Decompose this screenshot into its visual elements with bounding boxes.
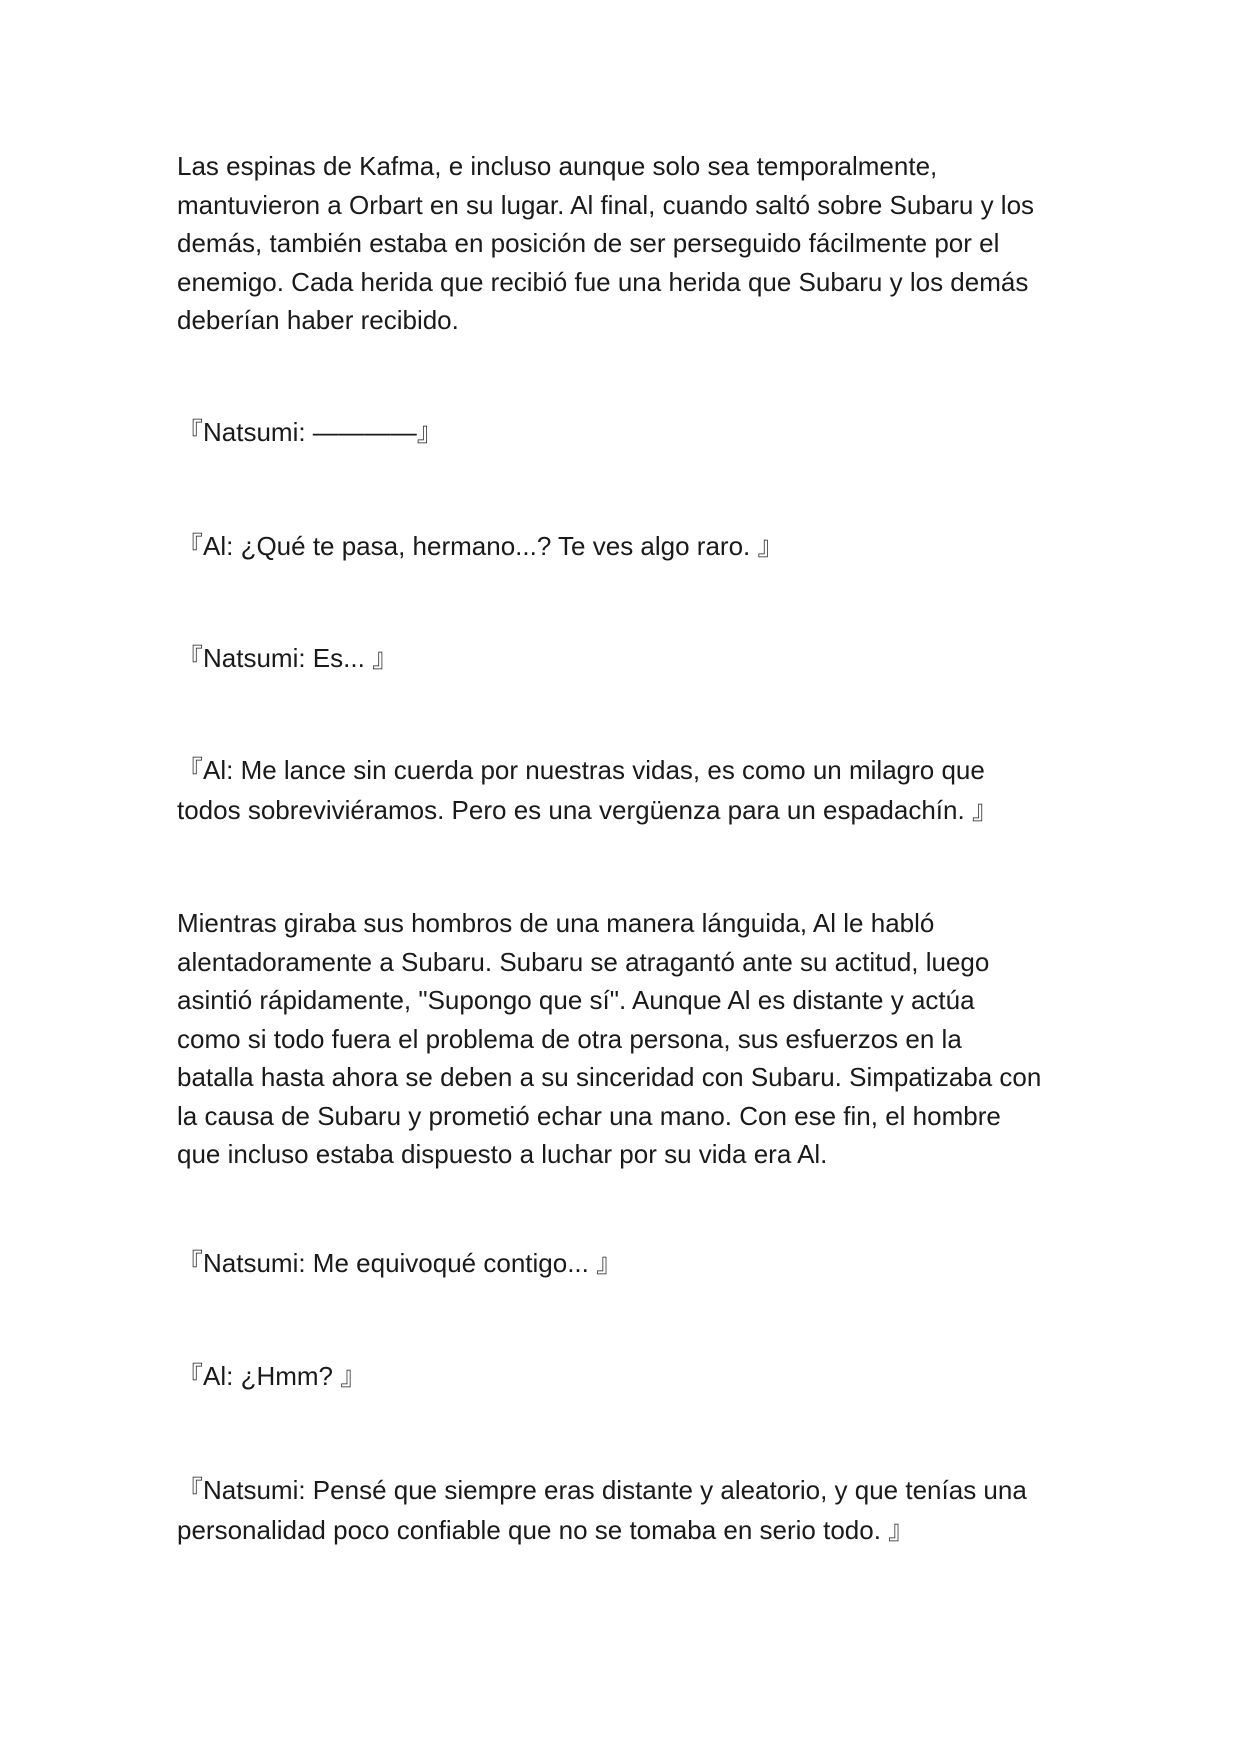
text-line: asintió rápidamente, "Supongo que sí". Aunque Al es distante y actúa [177, 985, 975, 1015]
text-line: la causa de Subaru y prometió echar una mano. Con ese fin, el hombre [177, 1100, 1001, 1131]
text-line: demás, también estaba en posición de ser perseguido fácilmente por el [177, 228, 1000, 258]
dialogue-al-2 [177, 750, 1077, 830]
dialogue-line: 『Natsumi: Me equivoqué contigo... 』 [177, 1248, 623, 1278]
dialogue-line: 『Natsumi: Pensé que siempre eras distante y aleatorio, y que tenías una [177, 1475, 1027, 1505]
text-line: deberían haber recibido. [177, 305, 459, 335]
dialogue-natsumi-4 [177, 1470, 1077, 1550]
narration-paragraph-2 [177, 904, 1077, 1174]
text-line: Mientras giraba sus hombros de una manera lánguida, Al le habló [177, 908, 935, 938]
dialogue-line: personalidad poco confiable que no se tomaba en serio todo. 』 [177, 1515, 915, 1545]
text-line: como si todo fuera el problema de otra persona, sus esfuerzos en la [177, 1023, 962, 1054]
dialogue-line: 『Al: ¿Qué te pasa, hermano...? Te ves algo raro. 』 [177, 531, 784, 561]
dialogue-line: 『Al: ¿Hmm? 』 [177, 1361, 367, 1391]
dialogue-natsumi-1 [177, 412, 1077, 452]
text-line: Las espinas de Kafma, e incluso aunque solo sea temporalmente, [177, 151, 938, 181]
dialogue-line: 『Al: Me lance sin cuerda por nuestras vidas, es como un milagro que [177, 755, 985, 785]
text-line: enemigo. Cada herida que recibió fue una herida que Subaru y los demás [177, 266, 1029, 297]
dialogue-line: 『Natsumi: ————』 [177, 417, 443, 447]
text-line: alentadoramente a Subaru. Subaru se atragantó ante su actitud, luego [177, 946, 990, 977]
dialogue-line: todos sobreviviéramos. Pero es una vergüenza para un espadachín. 』 [177, 795, 998, 825]
dialogue-al-3 [177, 1356, 1077, 1396]
text-line: batalla hasta ahora se deben a su sinceridad con Subaru. Simpatizaba con [177, 1062, 1042, 1092]
dialogue-natsumi-3 [177, 1243, 1077, 1283]
narration-paragraph-1 [177, 147, 1077, 340]
dialogue-al-1 [177, 526, 1077, 566]
dialogue-natsumi-2 [177, 638, 1077, 678]
text-line: que incluso estaba dispuesto a luchar por su vida era Al. [177, 1139, 828, 1169]
text-line: mantuvieron a Orbart en su lugar. Al final, cuando saltó sobre Subaru y los [177, 189, 1035, 220]
dialogue-line: 『Natsumi: Es... 』 [177, 643, 399, 673]
